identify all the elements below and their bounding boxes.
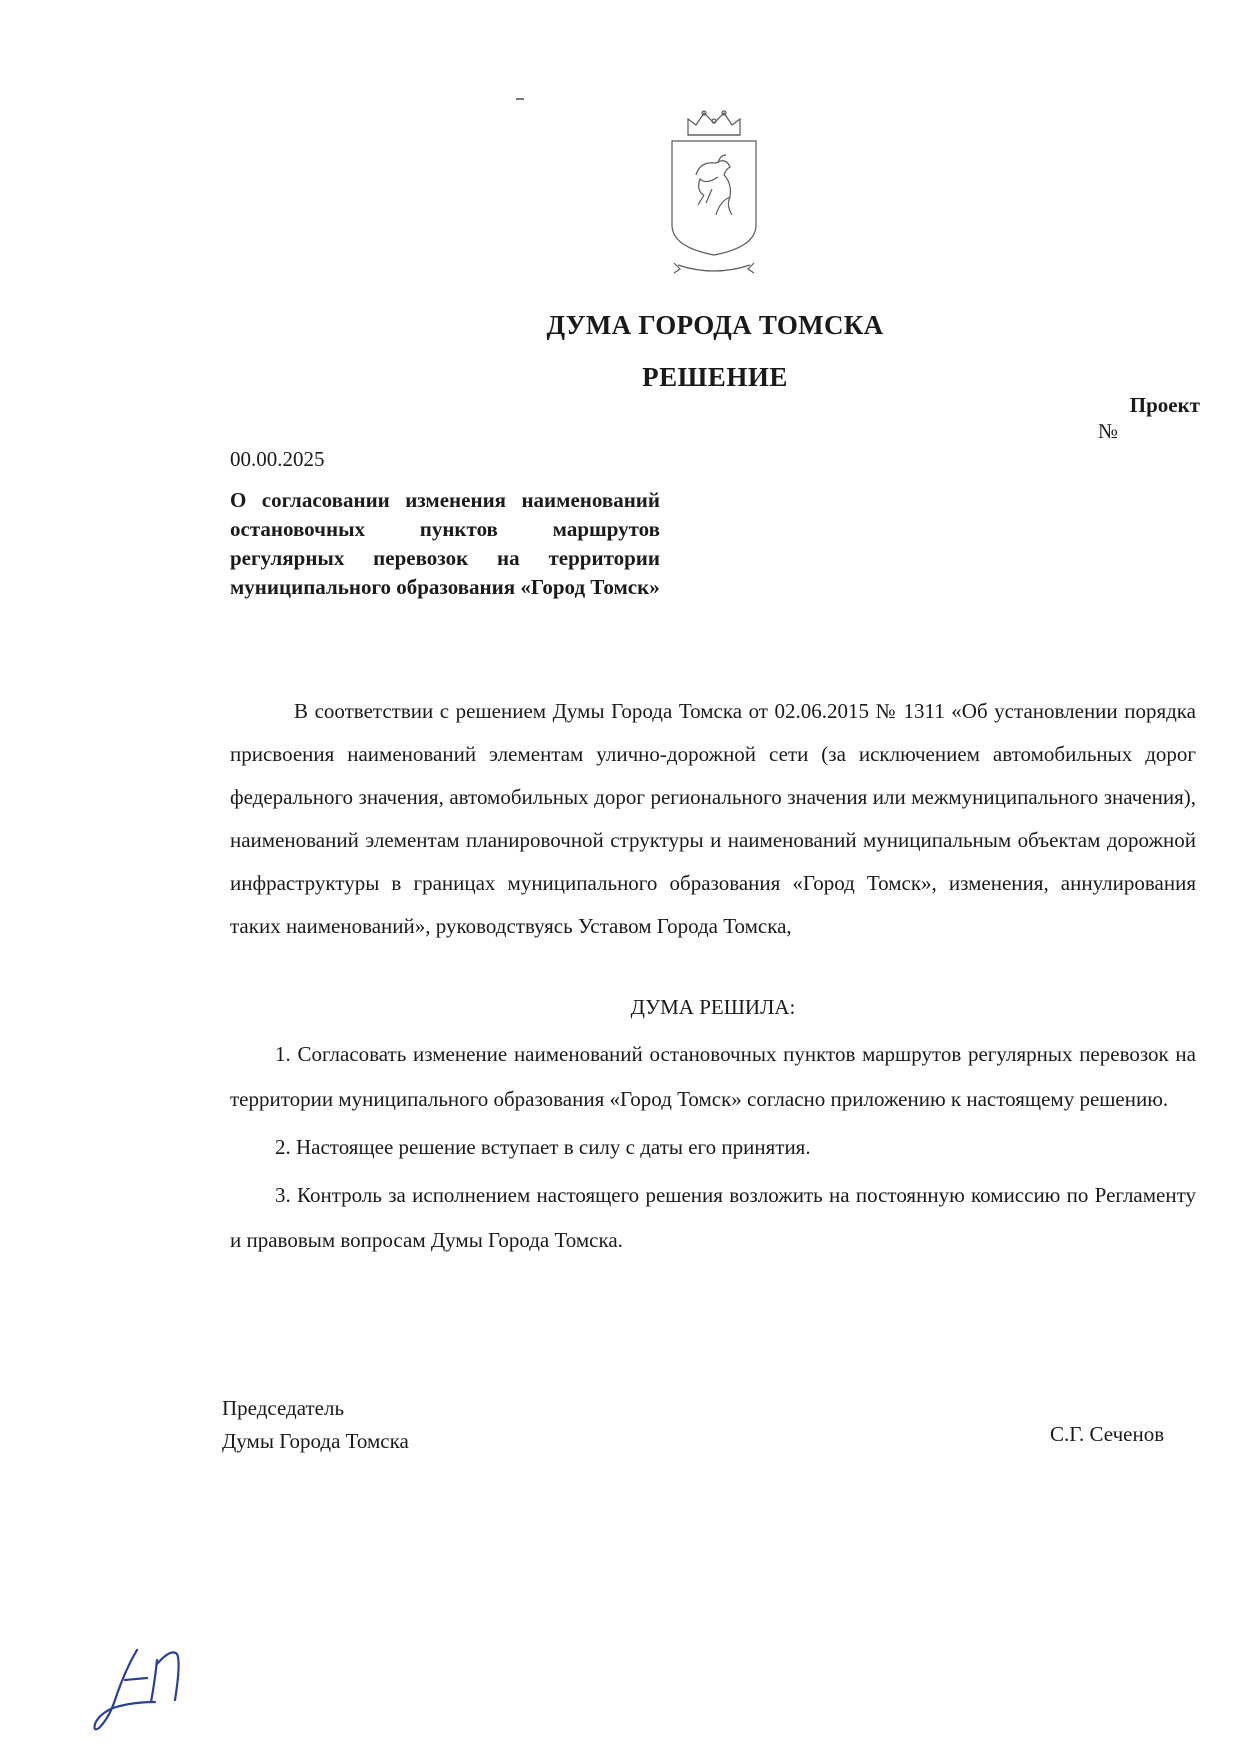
document-number-label: № xyxy=(1098,419,1119,443)
resolution-item: 3. Контроль за исполнением настоящего решения возложить на постоянную комиссию по Регламенту и правовым вопросам Думы Города Томска. xyxy=(230,1183,1196,1252)
signer-name: С.Г. Сеченов xyxy=(1050,1422,1165,1446)
document-subject: О согласовании изменения наименований остановочных пунктов маршрутов регулярных перевозок на территории муниципального образования «Город Томск» xyxy=(230,488,660,599)
signer-title-line: Председатель xyxy=(222,1396,345,1420)
signer-title-line: Думы Города Томска xyxy=(222,1429,409,1453)
document-type: РЕШЕНИЕ xyxy=(642,362,788,392)
tomsk-coat-of-arms-icon xyxy=(660,105,768,280)
draft-label: Проект xyxy=(1129,393,1200,417)
document-date: 00.00.2025 xyxy=(230,447,325,471)
organization-title: ДУМА ГОРОДА ТОМСКА xyxy=(546,310,884,340)
resolution-items xyxy=(230,1032,1196,1266)
resolved-heading: ДУМА РЕШИЛА: xyxy=(630,995,796,1019)
preamble-paragraph: В соответствии с решением Думы Города Томска от 02.06.2015 № 1311 «Об установлении порядка присвоения наименований элементам улично-дорожной сети (за исключением автомобильных дорог федерального значения, автомобильных дорог регионального значения или межмуниципального значения), наименований элементам планировочной структуры и наименований муниципальным объектам дорожной инфраструктуры в границах муниципального образования «Город Томск», изменения, аннулирования таких наименований», руководствуясь Уставом Города Томска, xyxy=(230,699,1196,938)
scan-artifact xyxy=(516,98,524,100)
resolution-item: 2. Настоящее решение вступает в силу с даты его принятия. xyxy=(275,1135,811,1159)
signer-title xyxy=(222,1392,409,1458)
handwritten-initials-icon xyxy=(85,1640,205,1735)
resolution-item: 1. Согласовать изменение наименований остановочных пунктов маршрутов регулярных перевозок на территории муниципального образования «Город Томск» согласно приложению к настоящему решению. xyxy=(230,1042,1196,1111)
